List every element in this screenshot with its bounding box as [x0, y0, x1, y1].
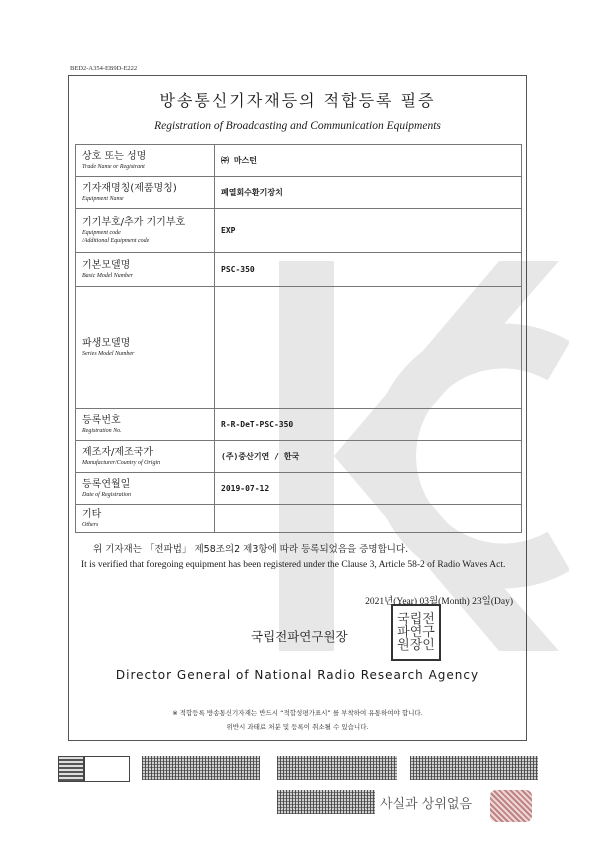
value-registration-no: R-R-DeT-PSC-350 [215, 409, 522, 441]
red-seal-stamp [490, 790, 532, 822]
notice-line-2: 위반시 과태료 처분 및 등록이 취소될 수 있습니다. [226, 723, 369, 731]
table-row [76, 287, 522, 409]
value-registration-date: 2019-07-12 [215, 473, 522, 505]
certificate-frame [68, 75, 527, 741]
label-registration-date-en: Date of Registration [82, 491, 131, 498]
label-registration-date: 등록연월일 [82, 478, 131, 490]
label-equipment-name-en: Equipment Name [82, 195, 124, 202]
label-manufacturer: 제조자/제조국가 [82, 446, 153, 458]
label-registration-no: 등록번호 [82, 414, 121, 426]
certification-statement-korean: 위 기자재는 「전파법」 제58조의2 제3항에 따라 등록되었음을 증명합니다. [93, 544, 409, 555]
label-series-model: 파생모델명 [82, 337, 131, 349]
2d-barcode-1 [142, 756, 260, 780]
value-basic-model: PSC-350 [215, 253, 522, 287]
2d-barcode-3 [410, 756, 538, 780]
title-english: Registration of Broadcasting and Communication Equipments [154, 120, 441, 132]
table-row [76, 145, 522, 177]
2d-barcode-4 [277, 790, 375, 814]
value-series-model [215, 287, 522, 409]
label-equipment-code-en: Equipment code [82, 229, 121, 236]
seal-text: 국립전파연구원장인 [397, 612, 435, 653]
official-seal [391, 604, 441, 661]
table-row [76, 209, 522, 253]
label-basic-model-en: Basic Model Number [82, 272, 133, 279]
issuer-english: Director General of National Radio Research Agency [115, 668, 480, 682]
value-equipment-name: 폐열회수환기장치 [215, 177, 522, 209]
blank-code-box [84, 756, 130, 782]
table-row [76, 473, 522, 505]
label-additional-code-en: /Additional Equipment code [82, 237, 150, 244]
label-equipment-name: 기자재명칭(제품명칭) [82, 182, 177, 194]
value-others [215, 505, 522, 533]
value-equipment-code: EXP [215, 209, 522, 253]
label-trade-name: 상호 또는 성명 [82, 150, 147, 162]
label-registration-no-en: Registration No. [82, 427, 122, 434]
table-row [76, 253, 522, 287]
label-basic-model: 기본모델명 [82, 259, 131, 271]
notice-line-1: ※ 적합등록 방송통신기자재는 반드시 “적합성평가표시” 를 부착하여 유통하여야 합니다. [172, 709, 423, 717]
certification-statement-english: It is verified that foregoing equipment has been registered under the Clause 3, Article 58-2 of Radio Waves Act. [81, 560, 506, 570]
label-trade-name-en: Trade Name or Registrant [82, 163, 145, 170]
issue-date: 2021년(Year) 03월(Month) 23일(Day) [365, 597, 513, 607]
qr-code-icon [58, 756, 84, 782]
label-others-en: Others [82, 521, 99, 528]
issuer-korean: 국립전파연구원장 [251, 629, 348, 644]
title-korean: 방송통신기자재등의 적합등록 필증 [159, 91, 436, 110]
label-equipment-code: 기기부호/추가 기기부호 [82, 216, 186, 228]
value-trade-name: ㈜ 마스턴 [215, 145, 522, 177]
label-others: 기타 [82, 508, 102, 520]
table-row [76, 441, 522, 473]
table-row [76, 409, 522, 441]
registration-table [75, 144, 522, 533]
2d-barcode-2 [277, 756, 397, 780]
verification-stamp-text: 사실과 상위없음 [380, 797, 473, 812]
table-row [76, 505, 522, 533]
label-series-model-en: Series Model Number [82, 350, 135, 357]
label-manufacturer-en: Manufacturer/Country of Origin [82, 459, 161, 466]
value-manufacturer: (주)중산기연 / 한국 [215, 441, 522, 473]
document-code: BED2-A354-EB9D-E222 [70, 65, 138, 72]
table-row [76, 177, 522, 209]
